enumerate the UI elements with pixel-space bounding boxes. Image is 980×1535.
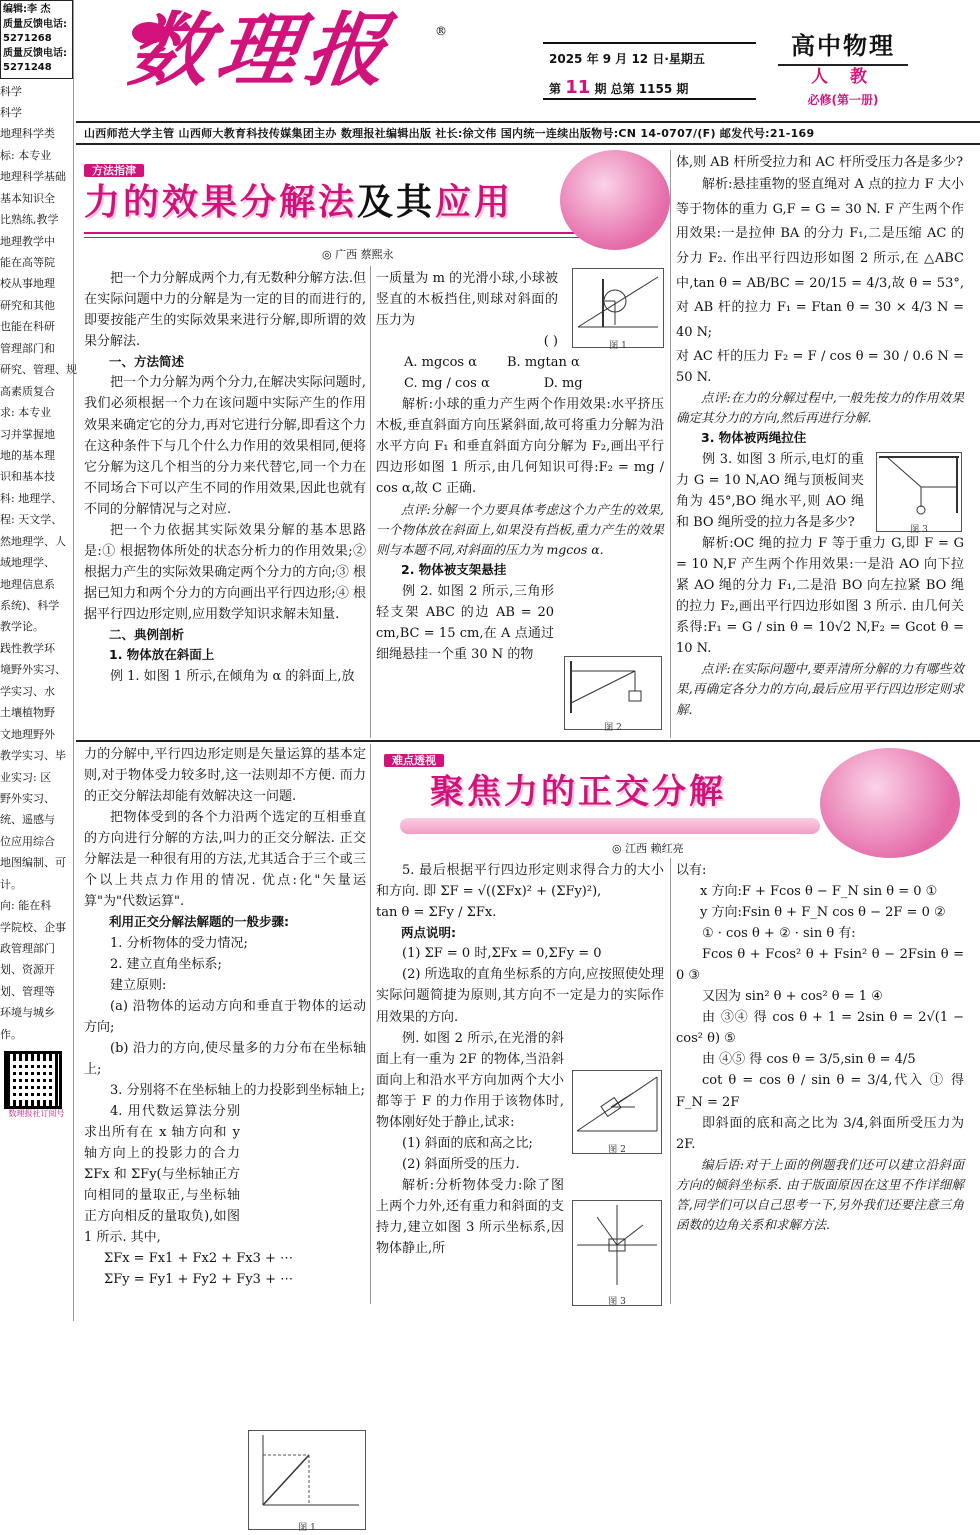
column-rule xyxy=(370,266,371,738)
strip-line: 基本知识全 xyxy=(0,191,55,205)
article2-col2 xyxy=(376,860,664,1307)
article1-title xyxy=(84,180,513,227)
comment: 点评:在实际问题中,要弄清所分解的力有哪些效果,再确定各分力的方向,最后应用平行四边形定则求解. xyxy=(676,661,964,717)
figure-caption: 图 1 xyxy=(298,1522,316,1533)
strip-line: 地理科学基础 xyxy=(0,170,66,184)
section-divider xyxy=(76,740,980,742)
strip-line: 标: 本专业 xyxy=(0,148,52,162)
article2-col1 xyxy=(84,744,366,1533)
strip-line: 求: 本专业 xyxy=(0,406,52,420)
article1-col2 xyxy=(376,268,664,733)
editor-note: 编后语:对于上面的例题我们还可以建立沿斜面方向的倾斜坐标系. 由于版面原因在这里不作详细解答,同学们可以自己思考一下,另外我们还要注意三角函数的边角关系和求解方法. xyxy=(676,1156,964,1233)
teacher-cartoon xyxy=(560,150,670,250)
strip-line: 地理教学中 xyxy=(0,234,55,248)
strip-line: 作。 xyxy=(0,1027,22,1041)
feedback-phone: 5271268 xyxy=(3,33,52,44)
paragraph: 解析:小球的重力产生两个作用效果:水平挤压木板,垂直斜面方向压紧斜面,故可将重力分解为沿水平方向 F₁ 和垂直斜面方向分解为 F₂,画出平行四边形如图 1 所示,由几何知识可得:F₂ = mg / cos α,故 C 正确. xyxy=(376,397,664,497)
article1-tag: 方法指津 xyxy=(84,164,144,177)
strip-line: 统、遥感与 xyxy=(0,813,55,827)
editor-line: 编辑:李 杰 xyxy=(3,4,51,15)
column-rule xyxy=(670,858,671,1304)
article1-title-rule xyxy=(84,232,584,238)
incline-forces-diagram xyxy=(573,1071,661,1137)
article2-title: 聚焦力的正交分解 xyxy=(430,772,726,812)
strip-line: 位应用综合 xyxy=(0,834,55,848)
strip-line: 计。 xyxy=(0,877,22,891)
step-item: 3. 分别将不在坐标轴上的力投影到坐标轴上; xyxy=(110,1082,365,1098)
qr-code[interactable] xyxy=(4,1051,62,1109)
left-strip xyxy=(0,0,77,1321)
paragraph: 把一个力依据其实际效果分解的基本思路是:① 根据物体所处的状态分析力的作用效果;② 根据力产生的实际效果确定两个分力的方向;③ 根据已知力和两个分力的方向画出平行四边形;④ 根据平行四边形定则,应用数学知识求解未知量. xyxy=(84,522,366,622)
paragraph: 例 2. 如图 2 所示,三角形轻支架 ABC 的边 AB = 20 cm,BC = 15 cm,在 A 点通过细绳悬挂一个重 30 N 的物 xyxy=(376,583,554,662)
strip-line: 校从事地理 xyxy=(0,277,55,291)
issue-line xyxy=(549,71,750,105)
figure-bracket xyxy=(564,656,662,733)
figure-caption: 图 3 xyxy=(608,1296,626,1307)
equation: y 方向:Fsin θ + F_N cos θ − 2F = 0 ② xyxy=(700,905,946,921)
editor-box xyxy=(0,0,73,79)
issue-prefix: 第 xyxy=(549,81,562,96)
feedback-line: 质量反馈电话: xyxy=(3,47,67,59)
answer-blank: ( ) xyxy=(543,334,558,350)
strip-line: 业实习: 区 xyxy=(0,770,52,784)
paragraph: 解析:分析物体受力:除了图上两个力外,还有重力和斜面的支持力,建立如图 3 所示坐标系,因物体静止,所 xyxy=(376,1177,564,1257)
section-heading: 二、典例剖析 xyxy=(109,627,185,642)
strip-line: 环境与城乡 xyxy=(0,1006,55,1020)
strip-line: 政管理部门 xyxy=(0,942,55,955)
strip-line: 教学论。 xyxy=(0,620,44,634)
strip-line: 习并掌握地 xyxy=(0,427,55,441)
strip-line: 系统)、科学 xyxy=(0,599,60,612)
formula: ΣFy = Fy1 + Fy2 + Fy3 + ⋯ xyxy=(104,1272,294,1288)
figure-incline-forces xyxy=(572,1070,662,1154)
option-a: A. mgcos α xyxy=(404,355,477,371)
lamp-diagram xyxy=(877,453,961,517)
issue-number: 11 xyxy=(565,76,591,98)
strip-line: 学院校、企事 xyxy=(0,920,66,934)
equation: 由 ③④ 得 cos θ + 1 = 2sin θ = 2√(1 − cos² θ) ⑤ xyxy=(676,1010,964,1047)
sub-heading: 2. 物体被支架悬挂 xyxy=(401,562,507,578)
strip-line: 域地理学、 xyxy=(0,556,55,570)
article1-byline: ◎ 广西 蔡熙永 xyxy=(322,248,394,261)
equation: Fcos θ + Fcos² θ + Fsin² θ − 2Fsin θ = 0 ③ xyxy=(676,947,964,984)
strip-line: 高素质复合 xyxy=(0,384,55,398)
strip-line: 践性教学环 xyxy=(0,641,55,655)
column-rule xyxy=(670,150,671,738)
article1-title-part1: 力的效果分解法 xyxy=(84,182,358,223)
girl-cartoon xyxy=(820,748,960,858)
step-item: (a) 沿物体的运动方向和垂直于物体的运动方向; xyxy=(84,998,366,1035)
steps-heading: 利用正交分解法解题的一般步骤: xyxy=(109,914,289,930)
strip-line: 研究、管理、规 xyxy=(0,363,77,377)
figure-caption: 图 2 xyxy=(604,722,622,733)
strip-line: 向: 能在科 xyxy=(0,899,52,913)
equation: 由 ④⑤ 得 cos θ = 3/5,sin θ = 4/5 xyxy=(702,1052,916,1068)
issue-total: 期 总第 1155 期 xyxy=(594,81,689,96)
article2-col3 xyxy=(676,860,964,1236)
paragraph: 体,则 AB 杆所受拉力和 AC 杆所受压力各是多少? xyxy=(676,155,963,170)
figure-axes xyxy=(248,1430,366,1533)
step-item: 4. 用代数运算法分别求出所有在 x 轴方向和 y 轴方向上的投影力的合力 ΣFx 和 ΣFy(与坐标轴正方向相同的量取正,与坐标轴正方向相反的量取负),如图 1 所示. 其中, xyxy=(84,1104,240,1246)
strip-line: 文地理野外 xyxy=(0,727,55,741)
figure-coordinate-forces xyxy=(572,1200,662,1306)
column-rule xyxy=(370,744,371,1304)
paragraph: 例. 如图 2 所示,在光滑的斜面上有一重为 2F 的物体,当沿斜面向上和沿水平方向加两个大小都等于 F 的力作用于该物体时,物体刚好处于静止,试求: xyxy=(376,1030,564,1130)
date-box xyxy=(543,42,756,100)
qr-caption: 数理报社订阅号 xyxy=(8,1109,65,1119)
paragraph: 把一个力分解成两个力,有无数种分解方法.但在实际问题中力的分解是为一定的目的而进行的,即要按能产生的实际效果来进行分解,即所谓的效果分解法. xyxy=(84,271,366,350)
strip-line: 境野外实习、 xyxy=(0,663,66,677)
article2-banner-bar xyxy=(400,818,820,834)
issue-date: 2025 年 9 月 12 日·星期五 xyxy=(549,52,705,66)
sub-heading: 3. 物体被两绳拉住 xyxy=(701,430,807,446)
article2-tag: 难点透视 xyxy=(384,754,444,767)
strip-line: 地理信息系 xyxy=(0,577,55,591)
strip-line: 然地理学、人 xyxy=(0,534,66,548)
paragraph: 解析:悬挂重物的竖直绳对 A 点的拉力 F 大小等于物体的重力 G,F = G = 30 N. F 产生两个作用效果:一是拉伸 BA 的分力 F₁,二是压缩 AC 的分力 F₂. 作出平行四边形如图 2 所示,在 △ABC 中,tan θ = AB/BC = 20/15 = 4/3,故 θ = 53°,对 AB 杆的拉力 F₁ = Ftan θ = 30 × 4/3 N = 40 N; xyxy=(676,177,964,341)
subject-title: 高中物理 xyxy=(778,30,908,66)
paragraph: 以有: xyxy=(676,863,707,878)
formula: tan θ = ΣFy / ΣFx. xyxy=(376,905,497,921)
option-d: D. mg xyxy=(543,376,583,392)
strip-line: 教学实习、毕 xyxy=(0,749,66,763)
volume-label: 必修(第一册) xyxy=(807,93,879,107)
paragraph: 力的分解中,平行四边形定则是矢量运算的基本定则,对于物体受力较多时,这一法则却不方便. 而力的正交分解法却能有效解决这一问题. xyxy=(84,747,366,805)
equation: 又因为 sin² θ + cos² θ = 1 ④ xyxy=(702,989,883,1005)
axes-diagram xyxy=(249,1431,365,1515)
feedback-phone: 5271248 xyxy=(3,62,52,73)
equation: ① · cos θ + ② · sin θ 有: xyxy=(702,926,856,942)
article2-byline: ◎ 江西 赖红亮 xyxy=(612,842,684,855)
note-item: (1) ΣF = 0 时,ΣFx = 0,ΣFy = 0 xyxy=(402,946,602,962)
notes-heading: 两点说明: xyxy=(401,925,456,941)
sub-heading: 1. 物体放在斜面上 xyxy=(109,647,215,663)
article1-col3 xyxy=(676,152,964,720)
strip-line: 识和基本技 xyxy=(0,470,55,484)
registered-mark: ® xyxy=(435,24,447,38)
figure-caption: 图 2 xyxy=(608,1144,626,1155)
strip-text xyxy=(0,79,77,1046)
step-item: 2. 建立直角坐标系; xyxy=(110,956,222,972)
newspaper-logo: 数理报 xyxy=(123,3,401,97)
strip-line: 划、管理等 xyxy=(0,984,55,998)
figure-caption: 图 3 xyxy=(910,524,928,535)
figure-caption: 图 1 xyxy=(609,340,627,351)
strip-line: 能在高等院 xyxy=(0,256,55,269)
question-item: (1) 斜面的底和高之比; xyxy=(402,1135,533,1151)
article1-title-part2: 及其 xyxy=(357,182,436,223)
incline-ball-diagram xyxy=(573,269,663,333)
comment: 点评:分解一个力要具体考虑这个力产生的效果,一个物体放在斜面上,如果没有挡板,重力产生的效果则与本题不同,对斜面的压力为 mgcos α. xyxy=(376,501,664,558)
strip-line: 科: 地理学、 xyxy=(0,491,63,505)
equation: x 方向:F + Fcos θ − F_N sin θ = 0 ① xyxy=(700,884,938,900)
strip-line: 管理部门和 xyxy=(0,341,55,355)
paragraph: 把一个力分解为两个分力,在解决实际问题时,我们必须根据一个力在该问题中实际产生的作用效果来确定它的分力,再对它进行分解,即看这个力在这种条件下与几个什么力作用的效果相同,便将它分解为这几个相当的分力来代替它,同一个力在不同场合下可以产生不同的作用效果,因此也就有不同的分解情况与之对应. xyxy=(84,375,366,517)
option-b: B. mgtan α xyxy=(507,355,580,371)
comment: 点评:在力的分解过程中,一般先按力的作用效果确定其分力的方向,然后再进行分解. xyxy=(676,389,964,426)
edition-label: 人 教 xyxy=(811,67,875,87)
paragraph: 即斜面的底和高之比为 3/4,斜面所受压力为 2F. xyxy=(676,1115,964,1152)
coordinate-forces-diagram xyxy=(573,1201,661,1289)
paragraph: 解析:OC 绳的拉力 F 等于重力 G,即 F = G = 10 N,F 产生两个作用效果:一是沿 AO 向下拉紧 AO 绳的分力 F₁,二是沿 BO 向左拉紧 BO 绳的拉力 F₂,画出平行四边形如图 3 所示. 由几何关系得:F₁ = G / sin θ = 10√2 N,F₂ = Gcot θ = 10 N. xyxy=(676,535,964,657)
strip-line: 也能在科研 xyxy=(0,320,55,334)
publisher-info-bar: 山西师范大学主管 山西师大教育科技传媒集团主办 数理报社编辑出版 社长:徐文伟 国内统一连续出版物号:CN 14-0707/(F) 邮发代号:21-169 xyxy=(76,121,980,145)
paragraph: 一质量为 m 的光滑小球,小球被竖直的木板挡住,则球对斜面的压力为 xyxy=(376,271,558,329)
strip-line: 地图编制、可 xyxy=(0,856,66,870)
section-heading: 一、方法简述 xyxy=(109,354,185,370)
formula: 对 AC 杆的压力 F₂ = F / cos θ = 30 / 0.6 N = 50 N. xyxy=(676,348,964,385)
strip-line: 划、资源开 xyxy=(0,963,55,977)
strip-line: 地的基本理 xyxy=(0,448,55,462)
strip-line: 科学 xyxy=(0,105,22,119)
feedback-line: 质量反馈电话: xyxy=(3,18,67,30)
strip-line: 土壤植物野 xyxy=(0,706,55,720)
strip-line: 野外实习、 xyxy=(0,791,55,805)
paragraph: 5. 最后根据平行四边形定则求得合力的大小和方向. 即 ΣF = √((ΣFx)² + (ΣFy)²), xyxy=(376,863,664,900)
article1-col1 xyxy=(84,268,366,687)
strip-line: 科学 xyxy=(0,84,22,98)
formula: ΣFx = Fx1 + Fx2 + Fx3 + ⋯ xyxy=(104,1251,294,1267)
note-item: (2) 所选取的直角坐标系的方向,应按照使处理实际问题简捷为原则,其方向不一定是力的实际作用效果的方向. xyxy=(376,967,664,1025)
strip-line: 程: 天文学、 xyxy=(0,513,63,527)
bracket-diagram xyxy=(565,657,661,715)
paragraph: 例 3. 如图 3 所示,电灯的重力 G = 10 N,AO 绳与顶板间夹角为 45°,BO 绳水平,则 AO 绳和 BO 绳所受的拉力各是多少? xyxy=(676,451,864,530)
option-c: C. mg / cos α xyxy=(404,376,490,392)
step-item: 建立原则: xyxy=(110,977,167,993)
step-item: (b) 沿力的方向,使尽量多的力分布在坐标轴上; xyxy=(84,1040,366,1077)
article1-tag-wrap xyxy=(84,160,144,181)
equation: cot θ = cos θ / sin θ = 3/4,代入 ① 得 F_N = 2F xyxy=(676,1073,964,1110)
strip-line: 学实习、水 xyxy=(0,684,55,698)
step-item: 1. 分析物体的受力情况; xyxy=(110,935,248,951)
question-item: (2) 斜面所受的压力. xyxy=(402,1156,520,1172)
article2-tag-wrap xyxy=(384,750,444,771)
paragraph: 把物体受到的各个力沿两个选定的互相垂直的方向进行分解的方法,叫力的正交分解法. 正交分解法是一种很有用的方法,尤其适合于三个或三个以上共点力作用的情况. 优点:化"矢量运算"为"代数运算". xyxy=(84,810,366,910)
article1-title-part3: 应用 xyxy=(435,182,514,223)
strip-line: 比熟练,教学 xyxy=(0,213,59,227)
figure-incline-ball xyxy=(572,268,664,351)
figure-lamp xyxy=(876,452,962,535)
paragraph: 例 1. 如图 1 所示,在倾角为 α 的斜面上,放 xyxy=(110,668,355,684)
strip-line: 研究和其他 xyxy=(0,298,55,312)
strip-line: 地理科学类 xyxy=(0,127,55,141)
